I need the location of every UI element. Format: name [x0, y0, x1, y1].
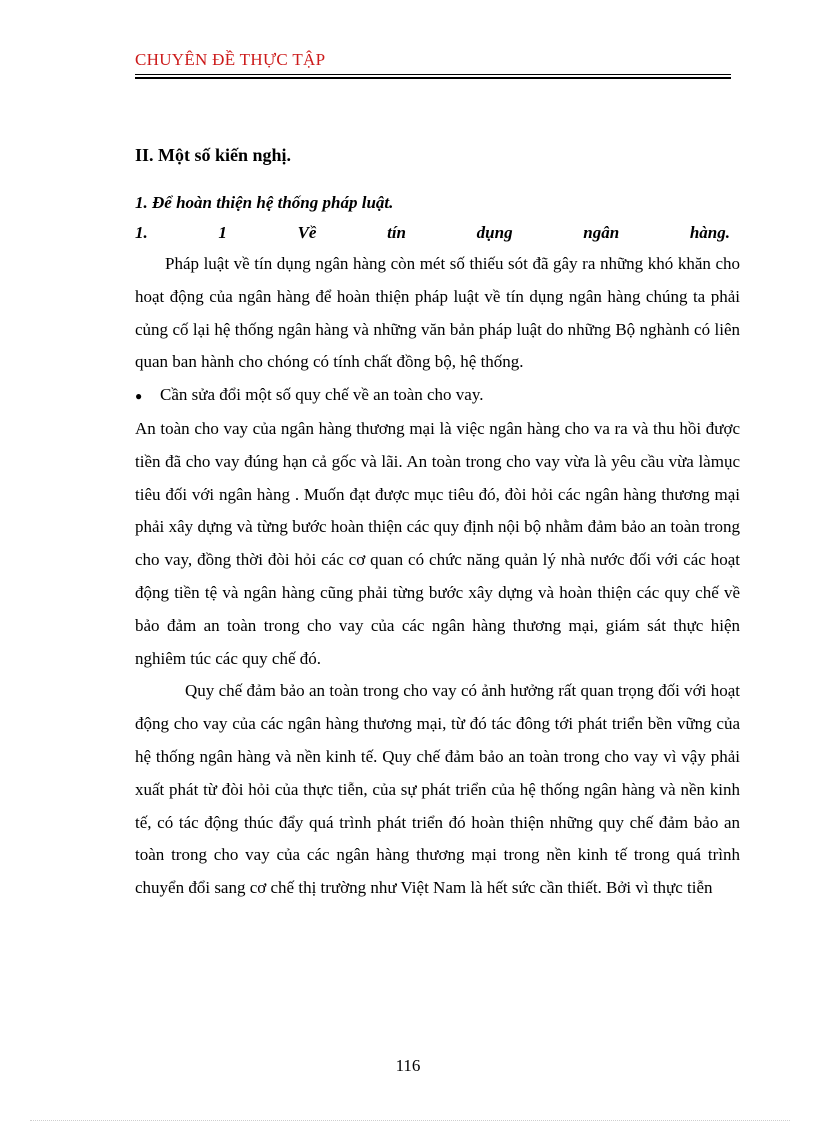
paragraph-3: Quy chế đảm bảo an toàn trong cho vay có ảnh hưởng rất quan trọng đối với hoạt động cho vay của các ngân hàng thương mại, từ đó tác đông tới phát triển bền vững của hệ thống ngân hàng và nền kinh tế. Quy chế đảm bảo an toàn trong cho vay vì vậy phải xuất phát từ đòi hỏi của thực tiễn, của sự phát triển của hệ thống ngân hàng và nền kinh tế, có tác động thúc đẩy quá trình phát triển đó hoàn thiện những quy chế đảm bảo an toàn trong cho vay của các ngân hàng thương mại trong nền kinh tế trong quá trình chuyển đổi sang cơ chế thị trường như Việt Nam là hết sức cần thiết. Bởi vì thực tiễn [135, 681, 740, 898]
paragraph-2: An toàn cho vay của ngân hàng thương mại là việc ngân hàng cho va ra và thu hồi được tiền đã cho vay đúng hạn cả gốc và lãi. An toàn trong cho vay vừa là yêu cầu vừa làmục tiêu đối với ngân hàng . Muốn đạt được mục tiêu đó, đòi hỏi các ngân hàng thương mại phải xây dựng và từng bước hoàn thiện các quy định nội bộ nhằm đảm bảo an toàn trong cho vay, đồng thời đòi hỏi các cơ quan có chức năng quản lý nhà nước đối với các hoạt động tiền tệ và ngân hàng cũng phải từng bước xây dựng và hoàn thiện các quy chế về bảo đảm an toàn trong cho vay của các ngân hàng thương mại, giám sát thực hiện nghiêm túc các quy chế đó. [135, 418, 740, 668]
bullet-item [135, 379, 740, 413]
header-rule-thick [135, 77, 731, 79]
subsub-word: Về [297, 223, 317, 242]
section-title: II. Một số kiến nghị. [135, 145, 292, 165]
subsection-title: 1. Để hoàn thiện hệ thống pháp luật. [135, 193, 394, 212]
header-title: CHUYÊN ĐỀ THỰC TẬP [135, 50, 326, 69]
subsub-word: hàng. [689, 223, 730, 242]
bullet-icon: ● [135, 389, 143, 404]
bullet-text: Cần sửa đổi một số quy chế về an toàn cho vay. [160, 385, 484, 405]
document-body [135, 140, 740, 905]
page-header [135, 50, 731, 79]
subsub-word: tín [387, 223, 407, 242]
header-rule-thin [135, 74, 731, 75]
subsubsection-title [135, 218, 730, 248]
page-number: 116 [395, 1056, 421, 1075]
paragraph-1: Pháp luật về tín dụng ngân hàng còn mét số thiếu sót đã gây ra những khó khăn cho hoạt động của ngân hàng để hoàn thiện pháp luật về tín dụng ngân hàng chúng ta phải củng cố lại hệ thống ngân hàng và những văn bản pháp luật do những Bộ nghành có liên quan ban hành cho chóng có tính chất đồng bộ, hệ thống. [135, 254, 740, 372]
subsub-word: 1. [135, 223, 148, 242]
subsub-word: dụng [476, 223, 513, 242]
subsub-word: 1 [218, 223, 227, 242]
page-bottom-divider [30, 1120, 790, 1121]
subsub-word: ngân [583, 223, 620, 242]
